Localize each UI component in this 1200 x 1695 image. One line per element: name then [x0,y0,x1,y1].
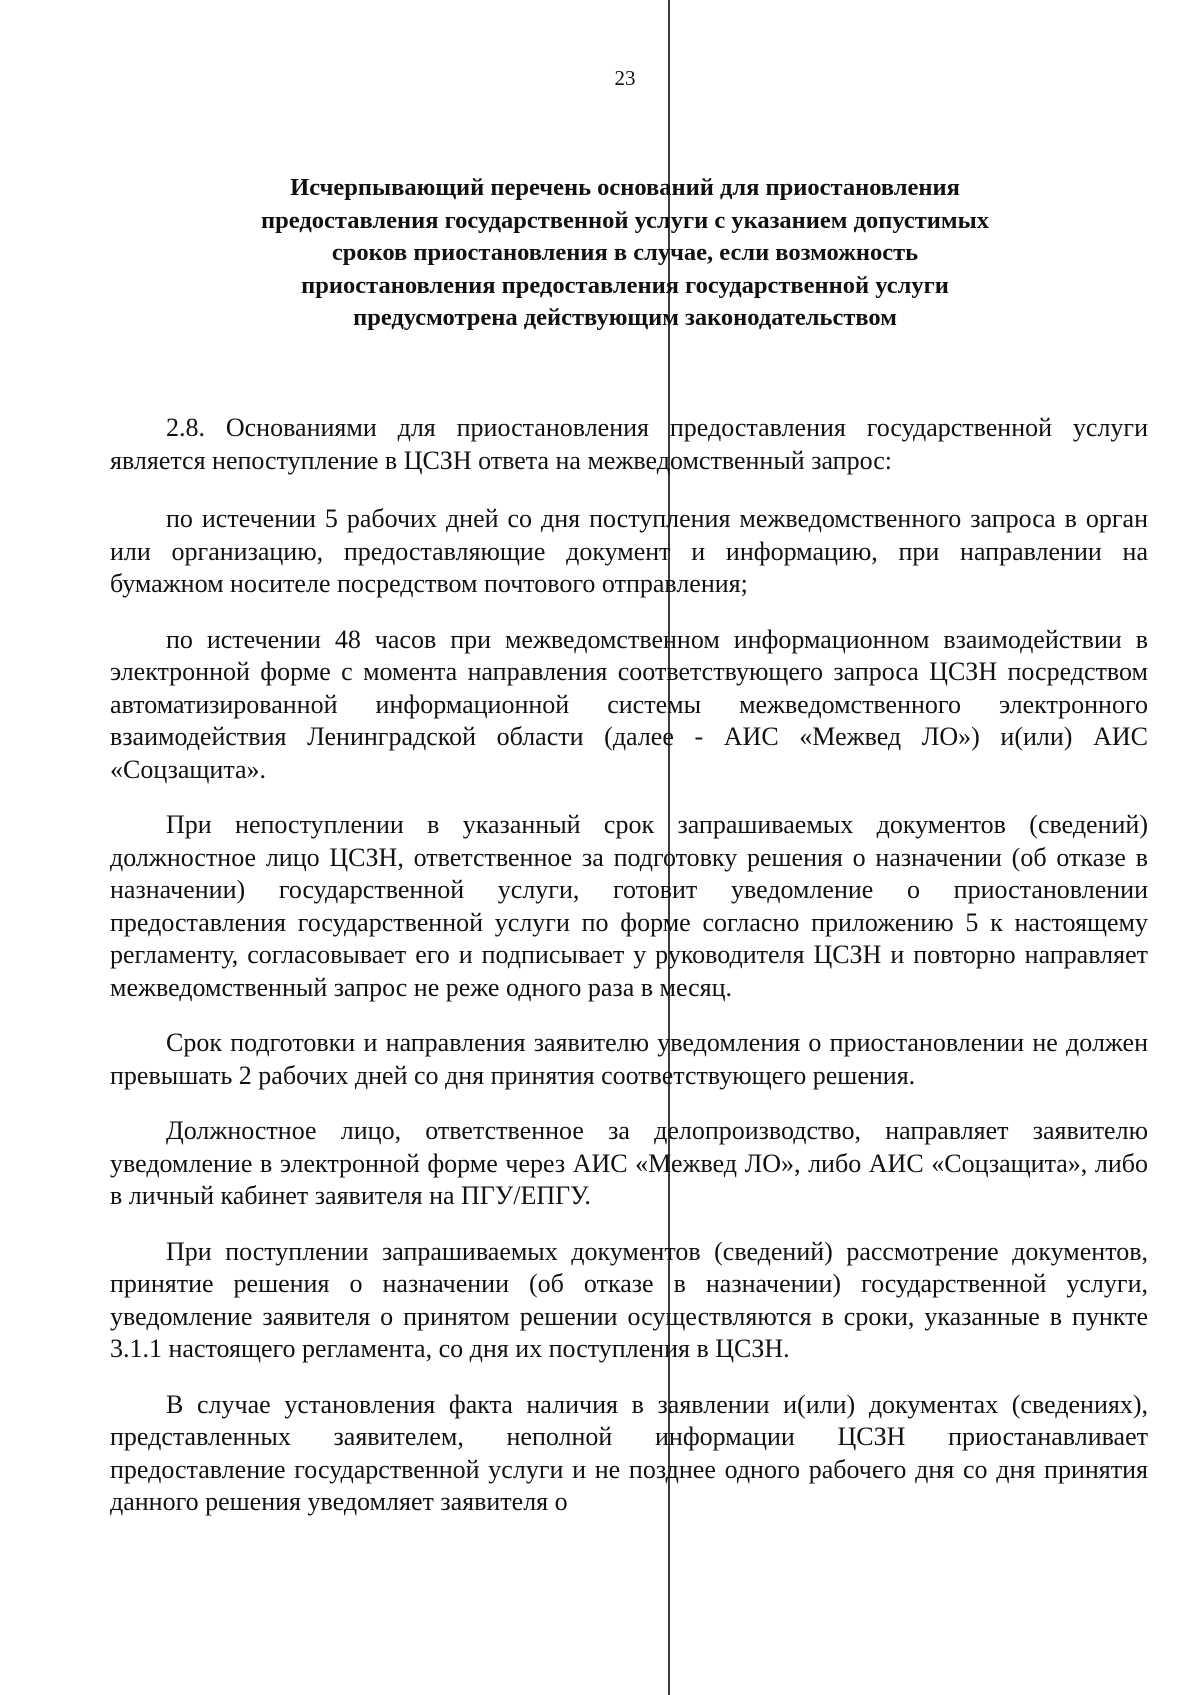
paragraph: по истечении 5 рабочих дней со дня поступления межведомственного запроса в орган или организацию, предоставляющие документ и информацию, при направлении на бумажном носителе посредством почтового отправления; [110,504,1148,598]
page-number: 23 [614,66,636,90]
heading-line: сроков приостановления в случае, если возможность [331,239,919,266]
heading-line: Исчерпывающий перечень оснований для приостановления [290,174,960,201]
paragraph: Должностное лицо, ответственное за делопроизводство, направляет заявителю уведомление в электронной форме через АИС «Межвед ЛО», либо АИС «Соцзащита», либо в личный кабинет заявителя на ПГУ/ЕПГУ. [110,1116,1148,1210]
body-text [110,412,1148,1542]
section-heading [180,172,1070,335]
heading-line: предоставления государственной услуги с указанием допустимых [261,206,989,234]
paragraph: по истечении 48 часов при межведомственном информационном взаимодействии в электронной форме с момента направления соответствующего запроса ЦСЗН посредством автоматизированной информационной системы межведомственного электронного взаимодействия Ленинградской области (далее - АИС «Межвед ЛО») и(или) АИС «Соцзащита». [110,624,1148,784]
paragraph-2-8: 2.8. Основаниями для приостановления предоставления государственной услуги является непоступление в ЦСЗН ответа на межведомственный запрос: [110,413,1148,475]
heading-line: предусмотрена действующим законодательством [353,304,897,331]
heading-line: приостановления предоставления государственной услуги [301,271,949,299]
paragraph: При непоступлении в указанный срок запрашиваемых документов (сведений) должностное лицо ЦСЗН, ответственное за подготовку решения о назначении (об отказе в назначении) государственной услуги, готовит уведомление о приостановлении предоставления государственной услуги по форме согласно приложению 5 к настоящему регламенту, согласовывает его и подписывает у руководителя ЦСЗН и повторно направляет межведомственный запрос не реже одного раза в месяц. [110,810,1148,1002]
paragraph: При поступлении запрашиваемых документов (сведений) рассмотрение документов, принятие решения о назначении (об отказе в назначении) государственной услуги, уведомление заявителя о принятом решении осуществляются в сроки, указанные в пункте 3.1.1 настоящего регламента, со дня их поступления в ЦСЗН. [110,1236,1148,1363]
paragraph: Срок подготовки и направления заявителю уведомления о приостановлении не должен превышать 2 рабочих дней со дня принятия соответствующего решения. [110,1028,1148,1090]
paragraph: В случае установления факта наличия в заявлении и(или) документах (сведениях), представленных заявителем, неполной информации ЦСЗН приостанавливает предоставление государственной услуги и не позднее одного рабочего дня со дня принятия данного решения уведомляет заявителя о [110,1389,1148,1516]
